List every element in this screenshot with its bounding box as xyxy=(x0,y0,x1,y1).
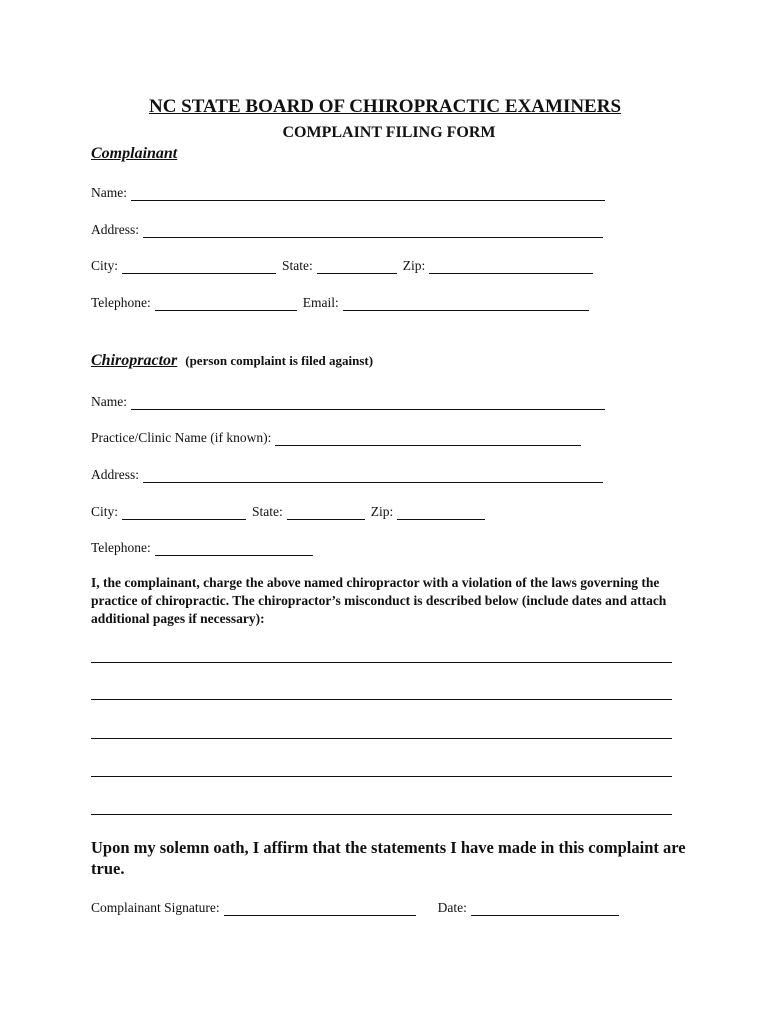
complainant-state-field[interactable] xyxy=(317,259,397,274)
complainant-telephone-row xyxy=(91,293,595,311)
date-field[interactable] xyxy=(471,901,619,916)
complainant-state-label: State: xyxy=(282,258,313,273)
chiropractor-address-row xyxy=(91,465,609,483)
complainant-zip-field[interactable] xyxy=(429,259,593,274)
misconduct-description-line[interactable] xyxy=(91,738,672,739)
complainant-city-label: City: xyxy=(91,258,119,273)
misconduct-description-line[interactable] xyxy=(91,699,672,700)
chiropractor-state-field[interactable] xyxy=(287,505,365,520)
complainant-address-field[interactable] xyxy=(143,223,603,238)
chiropractor-name-label: Name: xyxy=(91,394,127,409)
complainant-address-label: Address: xyxy=(91,222,139,237)
chiropractor-practice-label: Practice/Clinic Name (if known): xyxy=(91,430,272,445)
complainant-email-field[interactable] xyxy=(343,296,589,311)
chiropractor-heading-note: (person complaint is filed against) xyxy=(185,353,374,368)
date-label: Date: xyxy=(437,900,467,915)
misconduct-description-line[interactable] xyxy=(91,662,672,663)
oath-statement: Upon my solemn oath, I affirm that the statements I have made in this complaint are true. xyxy=(91,838,686,878)
chiropractor-heading-row xyxy=(91,352,373,370)
chiropractor-practice-row xyxy=(91,428,587,446)
chiropractor-city-field[interactable] xyxy=(122,505,246,520)
complainant-telephone-label: Telephone: xyxy=(91,295,151,310)
misconduct-description-line[interactable] xyxy=(91,776,672,777)
chiropractor-zip-field[interactable] xyxy=(397,505,485,520)
signature-row xyxy=(91,898,625,916)
form-title: NC STATE BOARD OF CHIROPRACTIC EXAMINERS xyxy=(148,96,622,117)
chiropractor-telephone-field[interactable] xyxy=(155,541,313,556)
chiropractor-name-row xyxy=(91,392,611,410)
chiropractor-city-label: City: xyxy=(91,504,119,519)
form-subtitle: COMPLAINT FILING FORM xyxy=(282,124,496,141)
complainant-city-row xyxy=(91,256,599,274)
complaint-statement: I, the complainant, charge the above named chiropractor with a violation of the laws governing the practice of chiropractic. The chiropractor’s misconduct is described below (include dates and attach additional pages if necessary): xyxy=(91,575,667,626)
complainant-telephone-field[interactable] xyxy=(155,296,297,311)
chiropractor-state-label: State: xyxy=(252,504,283,519)
chiropractor-address-field[interactable] xyxy=(143,468,603,483)
chiropractor-heading: Chiropractor xyxy=(91,352,178,369)
complainant-name-row xyxy=(91,183,611,201)
chiropractor-address-label: Address: xyxy=(91,467,139,482)
chiropractor-telephone-row xyxy=(91,538,319,556)
complainant-address-row xyxy=(91,220,609,238)
chiropractor-practice-field[interactable] xyxy=(275,431,581,446)
chiropractor-name-field[interactable] xyxy=(131,395,605,410)
chiropractor-zip-label: Zip: xyxy=(370,504,394,519)
misconduct-description-line[interactable] xyxy=(91,814,672,815)
complainant-zip-label: Zip: xyxy=(402,258,426,273)
signature-label: Complainant Signature: xyxy=(91,900,220,915)
complainant-heading: Complainant xyxy=(91,145,178,162)
complainant-city-field[interactable] xyxy=(122,259,276,274)
complainant-name-label: Name: xyxy=(91,185,127,200)
chiropractor-city-row xyxy=(91,502,491,520)
signature-field[interactable] xyxy=(224,901,416,916)
chiropractor-telephone-label: Telephone: xyxy=(91,540,151,555)
complainant-email-label: Email: xyxy=(302,295,339,310)
complainant-name-field[interactable] xyxy=(131,186,605,201)
